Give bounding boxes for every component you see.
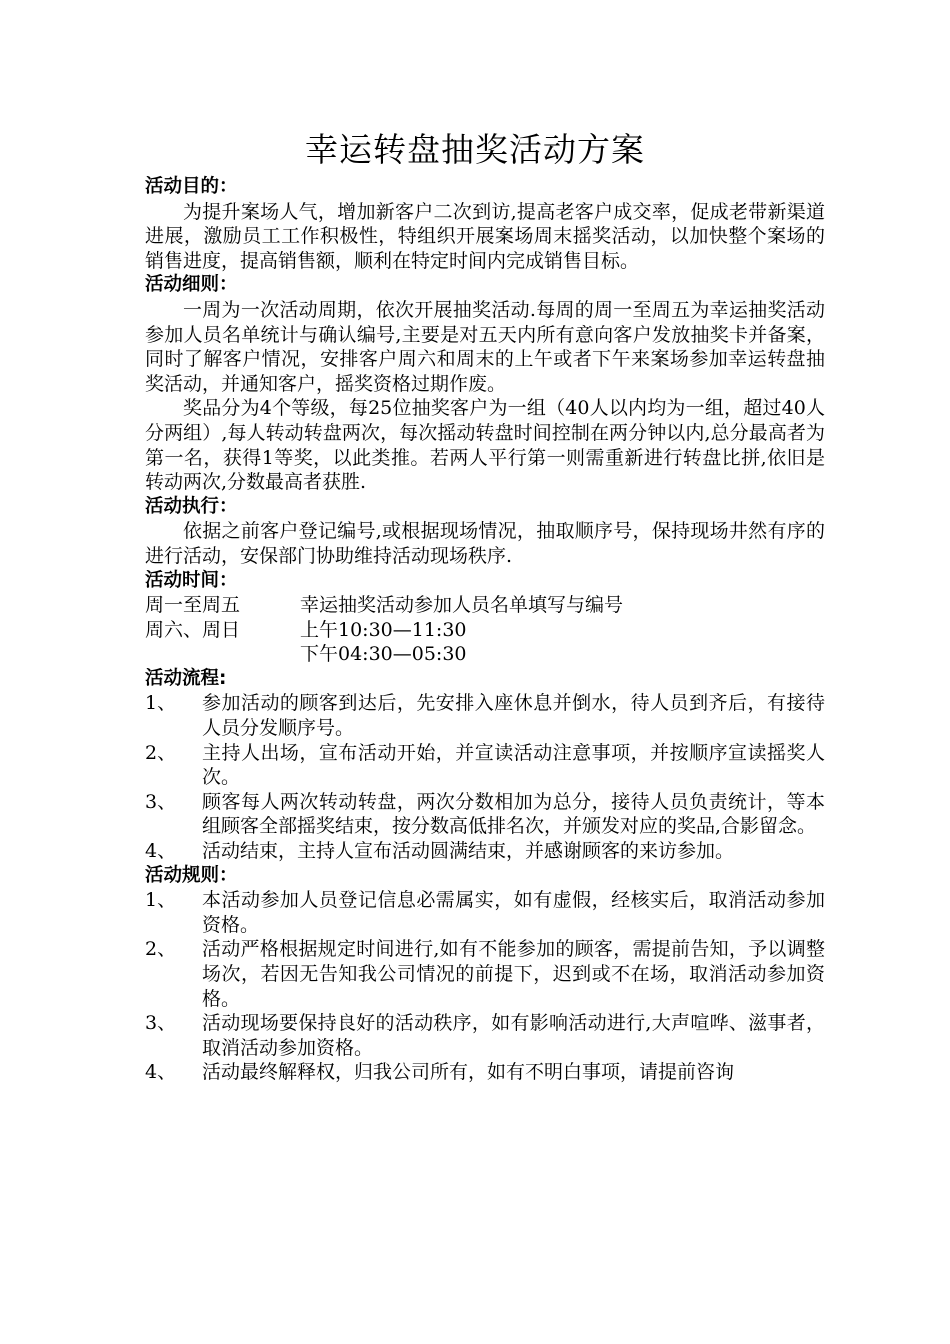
process-item-text: 参加活动的顾客到达后，先安排入座休息并倒水，待人员到齐后，有接待人员分发顺序号。 [202, 692, 825, 740]
time-day [145, 642, 300, 667]
rules-item [145, 888, 825, 937]
process-item-number: 2、 [145, 741, 177, 764]
rules-item-text: 活动严格根据规定时间进行,如有不能参加的顾客，需提前告知，予以调整场次，若因无告知我公司情况的前提下，迟到或不在场，取消活动参加资格。 [202, 938, 825, 1010]
purpose-heading: 活动目的： [145, 176, 238, 197]
time-heading: 活动时间： [145, 569, 238, 591]
time-day: 周一至周五 [145, 594, 241, 617]
process-item [145, 691, 825, 740]
rules-item-number: 1、 [145, 889, 177, 912]
process-item-number: 1、 [145, 692, 177, 715]
process-item [145, 839, 825, 864]
process-item-text: 顾客每人两次转动转盘，两次分数相加为总分，接待人员负责统计，等本组顾客全部摇奖结束，按分数高低排名次，并颁发对应的奖品,合影留念。 [202, 790, 825, 838]
rules-heading: 活动规则： [145, 864, 238, 886]
rules-item [145, 1011, 825, 1060]
time-row [145, 642, 825, 667]
process-item [145, 741, 825, 790]
details-paragraph-1: 一周为一次活动周期，依次开展抽奖活动.每周的周一至周五为幸运抽奖活动参加人员名单统计与确认编号,主要是对五天内所有意向客户发放抽奖卡并备案，同时了解客户情况，安排客户周六和周末的上午或者下午来案场参加幸运转盘抽奖活动，并通知客户，摇奖资格过期作废。 [145, 298, 825, 395]
time-description: 上午10:30—11:30 [300, 618, 467, 641]
time-description: 下午04:30—05:30 [300, 643, 467, 666]
time-description: 幸运抽奖活动参加人员名单填写与编号 [300, 594, 624, 617]
process-item-number: 4、 [145, 840, 177, 863]
process-item [145, 790, 825, 839]
time-day: 周六、周日 [145, 618, 241, 641]
execution-heading: 活动执行： [145, 495, 238, 517]
process-item-text: 主持人出场，宣布活动开始，并宣读活动注意事项，并按顺序宣读摇奖人次。 [202, 741, 825, 789]
rules-item [145, 1060, 825, 1085]
rules-item-text: 活动现场要保持良好的活动秩序，如有影响活动进行,大声喧哗、滋事者，取消活动参加资格。 [202, 1012, 825, 1059]
execution-paragraph: 依据之前客户登记编号,或根据现场情况，抽取顺序号，保持现场井然有序的进行活动，安保部门协助维持活动现场秩序. [145, 520, 825, 567]
rules-item-text: 本活动参加人员登记信息必需属实，如有虚假，经核实后，取消活动参加资格。 [202, 889, 825, 936]
rules-item-number: 4、 [145, 1061, 177, 1084]
purpose-paragraph: 为提升案场人气，增加新客户二次到访,提高老客户成交率，促成老带新渠道进展，激励员工工作积极性，特组织开展案场周末摇奖活动，以加快整个案场的销售进度，提高销售额，顺利在特定时间内完成销售目标。 [145, 200, 825, 272]
rules-item-number: 2、 [145, 938, 177, 961]
time-row [145, 593, 825, 618]
document-title: 幸运转盘抽奖活动方案 [305, 130, 645, 169]
process-item-number: 3、 [145, 790, 177, 813]
process-heading: 活动流程: [145, 667, 227, 689]
time-row [145, 618, 825, 643]
document-body [145, 175, 825, 1085]
rules-item-number: 3、 [145, 1012, 177, 1035]
details-paragraph-2: 奖品分为4个等级，每25位抽奖客户为一组（40人以内均为一组，超过40人分两组）,每人转动转盘两次，每次摇动转盘时间控制在两分钟以内,总分最高者为第一名，获得1等奖，以此类推。若两人平行第一则需重新进行转盘比拼,依旧是转动两次,分数最高者获胜. [145, 397, 825, 494]
rules-item-text: 活动最终解释权，归我公司所有，如有不明白事项，请提前咨询 [202, 1061, 735, 1084]
details-heading: 活动细则： [145, 274, 238, 296]
rules-item [145, 937, 825, 1011]
process-item-text: 活动结束，主持人宣布活动圆满结束，并感谢顾客的来访参加。 [202, 840, 735, 863]
